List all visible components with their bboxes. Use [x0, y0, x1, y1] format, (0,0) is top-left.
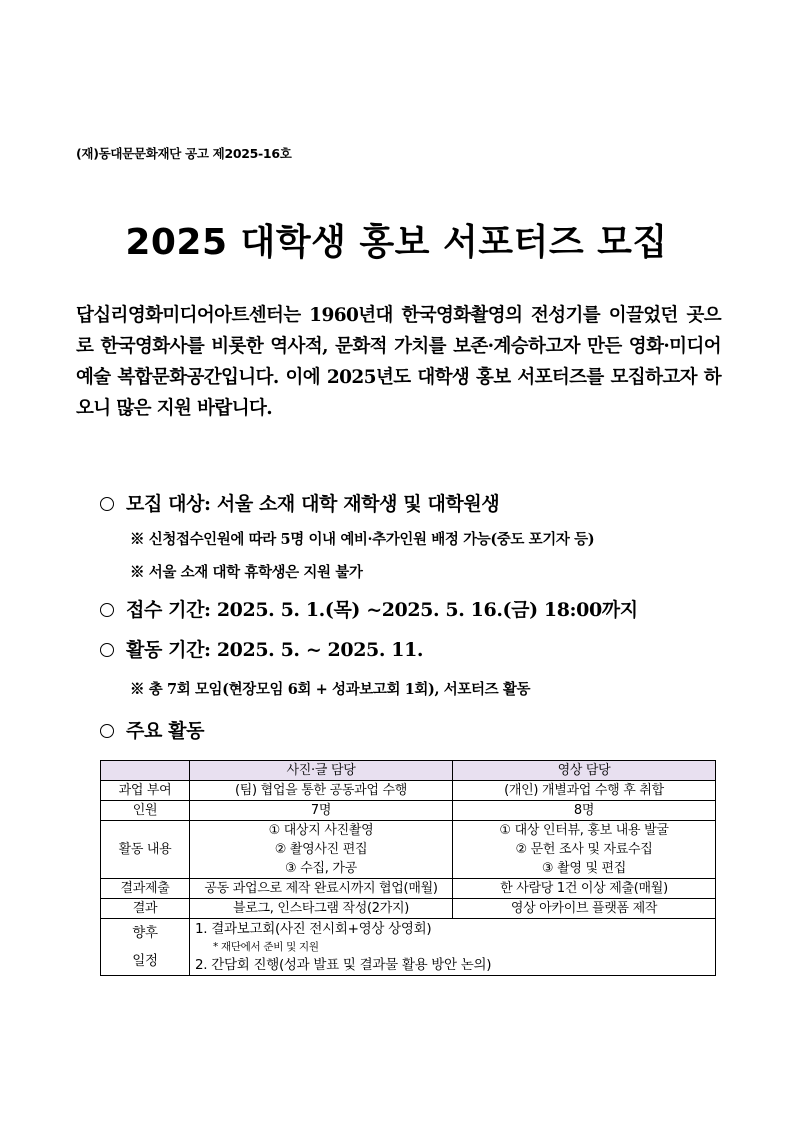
table-row	[101, 781, 716, 801]
schedule-cell	[190, 919, 716, 976]
row-label: 인원	[101, 801, 190, 821]
activity-note: ※ 총 7회 모임(현장모임 6회 + 성과보고회 1회), 서포터즈 활동	[130, 681, 531, 698]
schedule-line-2: 2. 간담회 진행(성과 발표 및 결과물 활용 방안 논의)	[195, 957, 492, 973]
video-activity-2: ② 문헌 조사 및 자료수집	[515, 842, 653, 857]
video-cell: 영상 아카이브 플랫폼 제작	[453, 899, 716, 919]
row-label: 결과	[101, 899, 190, 919]
target-note-1: ※ 신청접수인원에 따라 5명 이내 예비·추가인원 배정 가능(중도 포기자 등)	[130, 531, 595, 548]
table-row	[101, 821, 716, 879]
photo-activity-3: ③ 수집, 가공	[285, 861, 357, 876]
video-cell: (개인) 개별과업 수행 후 취합	[453, 781, 716, 801]
photo-activity-1: ① 대상지 사진촬영	[268, 823, 374, 838]
intro-paragraph: 답십리영화미디어아트센터는 1960년대 한국영화촬영의 전성기를 이끌었던 곳으로 한국영화사를 비롯한 역사적, 문화적 가치를 보존·계승하고자 만든 영화·미디어 예술 복합문화공간입니다. 이에 2025년도 대학생 홍보 서포터즈를 모집하고자 하오니 많은 지원 바랍니다.	[76, 305, 721, 419]
schedule-label-2: 일정	[132, 953, 158, 969]
header-video: 영상 담당	[453, 761, 716, 781]
circle-bullet-icon	[100, 724, 114, 738]
header-empty	[101, 761, 190, 781]
target-item	[100, 489, 499, 516]
video-cell: 한 사람당 1건 이상 제출(매월)	[453, 879, 716, 899]
activity-period-item	[100, 635, 423, 662]
main-activities-item	[100, 716, 204, 743]
circle-bullet-icon	[100, 603, 114, 617]
video-cell	[453, 821, 716, 879]
table-row	[101, 919, 716, 976]
schedule-line-1: 1. 결과보고회(사진 전시회+영상 상영회)	[195, 921, 432, 937]
video-activity-1: ① 대상 인터뷰, 홍보 내용 발굴	[499, 823, 669, 838]
activities-table	[100, 760, 716, 976]
photo-cell: 공동 과업으로 제작 완료시까지 협업(매월)	[190, 879, 453, 899]
target-text: 모집 대상: 서울 소재 대학 재학생 및 대학원생	[126, 493, 500, 515]
circle-bullet-icon	[100, 497, 114, 511]
row-label	[101, 919, 190, 976]
activity-period-text: 활동 기간: 2025. 5. ~ 2025. 11.	[126, 639, 424, 661]
period-text: 접수 기간: 2025. 5. 1.(목) ~2025. 5. 16.(금) 18:00까지	[126, 599, 638, 621]
schedule-label-1: 향후	[132, 925, 158, 941]
notice-number: (재)동대문문화재단 공고 제2025-16호	[76, 146, 292, 161]
photo-cell: (팀) 협업을 통한 공동과업 수행	[190, 781, 453, 801]
row-label: 활동 내용	[101, 821, 190, 879]
period-item	[100, 595, 638, 622]
header-photo: 사진·글 담당	[190, 761, 453, 781]
page-title: 2025 대학생 홍보 서포터즈 모집	[125, 222, 668, 263]
table-row	[101, 879, 716, 899]
photo-cell: 7명	[190, 801, 453, 821]
target-note-2: ※ 서울 소재 대학 휴학생은 지원 불가	[130, 564, 363, 581]
video-activity-3: ③ 촬영 및 편집	[541, 861, 627, 876]
photo-cell	[190, 821, 453, 879]
circle-bullet-icon	[100, 643, 114, 657]
table-header-row	[101, 761, 716, 781]
photo-cell: 블로그, 인스타그램 작성(2가지)	[190, 899, 453, 919]
table-row	[101, 801, 716, 821]
video-cell: 8명	[453, 801, 716, 821]
row-label: 과업 부여	[101, 781, 190, 801]
row-label: 결과제출	[101, 879, 190, 899]
schedule-sub-note: * 재단에서 준비 및 지원	[213, 941, 319, 953]
main-activities-text: 주요 활동	[126, 720, 205, 742]
photo-activity-2: ② 촬영사진 편집	[274, 842, 368, 857]
table-row	[101, 899, 716, 919]
